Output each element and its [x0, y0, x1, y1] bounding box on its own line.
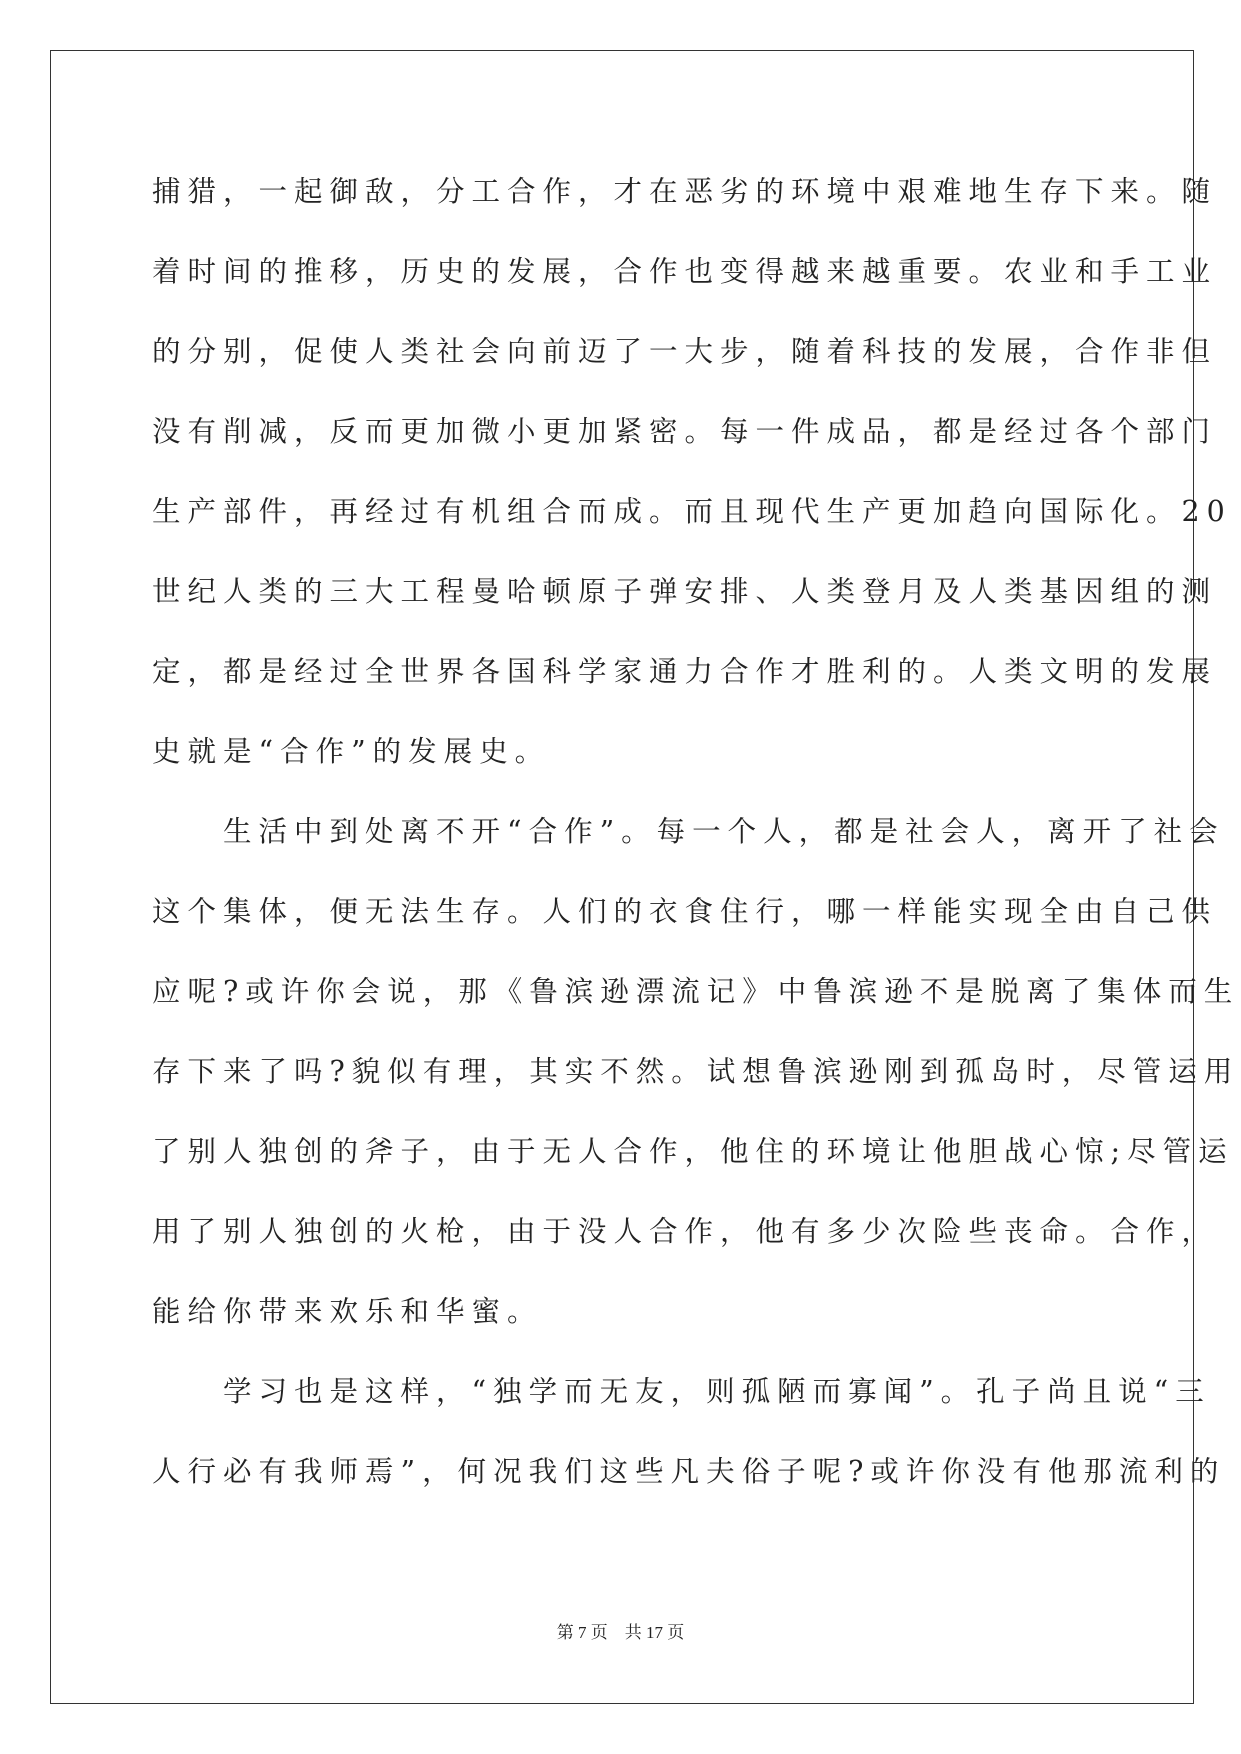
text-line: 史就是“合作”的发展史。 [152, 735, 551, 768]
text-line: 用了别人独创的火枪，由于没人合作，他有多少次险些丧命。合作， [152, 1215, 1218, 1248]
document-body [152, 152, 1240, 1512]
text-line: 没有削减，反而更加微小更加紧密。每一件成品，都是经过各个部门 [152, 415, 1218, 448]
page-number-label: 第 7 页 共 17 页 [556, 1623, 685, 1642]
text-line: 世纪人类的三大工程曼哈顿原子弹安排、人类登月及人类基因组的测 [152, 575, 1218, 608]
text-line: 的分别，促使人类社会向前迈了一大步，随着科技的发展，合作非但 [152, 335, 1218, 368]
text-line: 学习也是这样，“独学而无友，则孤陋而寡闻”。孔子尚且说“三 [152, 1375, 1211, 1408]
text-line: 这个集体，便无法生存。人们的衣食住行，哪一样能实现全由自己供 [152, 895, 1218, 928]
text-line: 生产部件，再经过有机组合而成。而且现代生产更加趋向国际化。20 [152, 495, 1232, 528]
text-line: 人行必有我师焉”，何况我们这些凡夫俗子呢?或许你没有他那流利的 [152, 1455, 1226, 1488]
text-line: 应呢?或许你会说，那《鲁滨逊漂流记》中鲁滨逊不是脱离了集体而生 [152, 975, 1240, 1008]
text-line: 生活中到处离不开“合作”。每一个人，都是社会人，离开了社会 [152, 815, 1225, 848]
text-line: 能给你带来欢乐和华蜜。 [152, 1295, 543, 1328]
text-line: 定，都是经过全世界各国科学家通力合作才胜利的。人类文明的发展 [152, 655, 1218, 688]
text-line: 存下来了吗?貌似有理，其实不然。试想鲁滨逊刚到孤岛时，尽管运用 [152, 1055, 1240, 1088]
text-line: 了别人独创的斧子，由于无人合作，他住的环境让他胆战心惊;尽管运 [152, 1135, 1234, 1168]
text-line: 捕猎，一起御敌，分工合作，才在恶劣的环境中艰难地生存下来。随 [152, 175, 1218, 208]
text-line: 着时间的推移，历史的发展，合作也变得越来越重要。农业和手工业 [152, 255, 1218, 288]
page-footer [0, 1618, 1241, 1643]
